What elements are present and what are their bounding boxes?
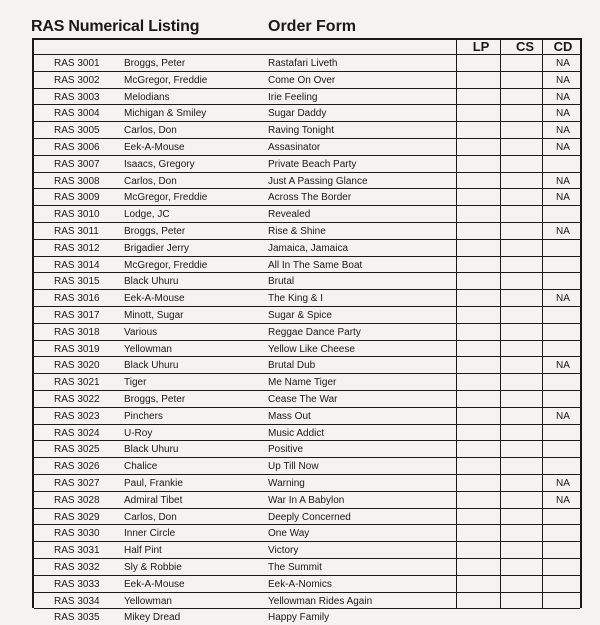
catalog-number: RAS 3023 — [54, 410, 100, 422]
table-row — [34, 575, 580, 592]
order-cell-lp[interactable] — [457, 156, 497, 172]
table-row — [34, 172, 580, 189]
order-cell-cd[interactable] — [543, 189, 583, 205]
album-title: Victory — [268, 545, 299, 557]
order-cell-cd[interactable] — [543, 609, 583, 625]
table-row — [34, 138, 580, 155]
order-cell-cs[interactable] — [501, 408, 541, 424]
order-cell-cd[interactable] — [543, 593, 583, 609]
order-cell-lp[interactable] — [457, 542, 497, 558]
order-cell-cs[interactable] — [501, 593, 541, 609]
album-title: Mass Out — [268, 410, 311, 422]
artist-name: Inner Circle — [124, 528, 176, 540]
album-title: Rise & Shine — [268, 225, 326, 237]
order-cell-cd[interactable] — [543, 441, 583, 457]
artist-name: Broggs, Peter — [124, 225, 186, 237]
order-cell-cs[interactable] — [501, 55, 541, 71]
album-title: Rastafari Liveth — [268, 58, 338, 69]
table-row — [34, 71, 580, 88]
table-row — [34, 323, 580, 340]
order-cell-cd[interactable] — [543, 458, 583, 474]
album-title: Eek-A-Nomics — [268, 578, 332, 590]
album-title: Across The Border — [268, 192, 352, 204]
catalog-number: RAS 3012 — [54, 242, 100, 254]
artist-name: McGregor, Freddie — [124, 74, 208, 86]
table-row — [34, 306, 580, 323]
order-cell-lp[interactable] — [457, 324, 497, 340]
order-cell-cd[interactable] — [543, 156, 583, 172]
table-row — [34, 424, 580, 441]
album-title: Reggae Dance Party — [268, 326, 361, 338]
cd-availability: NA — [556, 91, 570, 103]
catalog-number: RAS 3021 — [54, 377, 100, 389]
order-cell-cd[interactable] — [543, 357, 583, 373]
order-cell-cs[interactable] — [501, 257, 541, 273]
order-cell-cs[interactable] — [501, 425, 541, 441]
catalog-number: RAS 3033 — [54, 578, 100, 590]
catalog-number: RAS 3034 — [54, 595, 100, 607]
order-cell-cd[interactable] — [543, 324, 583, 340]
cd-availability: NA — [556, 74, 570, 86]
order-cell-lp[interactable] — [457, 525, 497, 541]
catalog-number: RAS 3018 — [54, 326, 100, 338]
order-cell-cs[interactable] — [501, 105, 541, 121]
catalog-number: RAS 3007 — [54, 158, 100, 170]
order-cell-cs[interactable] — [501, 223, 541, 239]
order-cell-lp[interactable] — [457, 223, 497, 239]
order-cell-lp[interactable] — [457, 559, 497, 575]
table-row — [34, 524, 580, 541]
artist-name: McGregor, Freddie — [124, 192, 208, 204]
table-row — [34, 340, 580, 357]
artist-name: Lodge, JC — [124, 209, 170, 221]
catalog-number: RAS 3032 — [54, 561, 100, 573]
order-cell-lp[interactable] — [457, 475, 497, 491]
order-cell-lp[interactable] — [457, 290, 497, 306]
order-cell-lp[interactable] — [457, 206, 497, 222]
order-cell-cs[interactable] — [501, 542, 541, 558]
catalog-number: RAS 3015 — [54, 276, 100, 288]
order-cell-lp[interactable] — [457, 593, 497, 609]
album-title: Brutal Dub — [268, 360, 316, 372]
order-cell-lp[interactable] — [457, 55, 497, 71]
order-cell-cd[interactable] — [543, 391, 583, 407]
order-cell-cd[interactable] — [543, 257, 583, 273]
order-cell-cs[interactable] — [501, 324, 541, 340]
album-title: Music Addict — [268, 427, 325, 439]
order-cell-lp[interactable] — [457, 492, 497, 508]
order-cell-cs[interactable] — [501, 273, 541, 289]
order-cell-lp[interactable] — [457, 189, 497, 205]
order-cell-cd[interactable] — [543, 223, 583, 239]
order-cell-lp[interactable] — [457, 72, 497, 88]
table-row — [34, 188, 580, 205]
table-row — [34, 88, 580, 105]
catalog-number: RAS 3028 — [54, 494, 100, 506]
order-cell-lp[interactable] — [457, 391, 497, 407]
order-cell-cs[interactable] — [501, 341, 541, 357]
catalog-number: RAS 3001 — [54, 58, 100, 69]
album-title: Come On Over — [268, 74, 336, 86]
artist-name: Black Uhuru — [124, 444, 179, 456]
order-cell-cd[interactable] — [543, 139, 583, 155]
order-cell-cd[interactable] — [543, 576, 583, 592]
column-header-cd: CD — [553, 39, 573, 54]
order-cell-cd[interactable] — [543, 122, 583, 138]
table-row — [34, 54, 580, 71]
order-cell-lp[interactable] — [457, 173, 497, 189]
order-cell-cs[interactable] — [501, 206, 541, 222]
artist-name: Chalice — [124, 461, 158, 473]
cd-availability: NA — [556, 175, 570, 187]
order-cell-cs[interactable] — [501, 391, 541, 407]
order-cell-lp[interactable] — [457, 105, 497, 121]
order-cell-cs[interactable] — [501, 89, 541, 105]
table-row — [34, 592, 580, 609]
album-title: Happy Family — [268, 612, 330, 624]
cd-availability: NA — [556, 293, 570, 305]
cd-availability: NA — [556, 494, 570, 506]
artist-name: Carlos, Don — [124, 511, 177, 523]
cd-availability: NA — [556, 477, 570, 489]
table-row — [34, 474, 580, 491]
artist-name: Yellowman — [124, 595, 172, 607]
artist-name: Eek-A-Mouse — [124, 141, 185, 153]
artist-name: Yellowman — [124, 343, 172, 355]
catalog-number: RAS 3017 — [54, 309, 100, 321]
column-header-lp: LP — [472, 39, 490, 54]
artist-name: Eek-A-Mouse — [124, 293, 185, 305]
album-title: Yellowman Rides Again — [268, 595, 373, 607]
catalog-number: RAS 3030 — [54, 528, 100, 540]
artist-name: Carlos, Don — [124, 175, 177, 187]
order-cell-cd[interactable] — [543, 559, 583, 575]
artist-name: Michigan & Smiley — [124, 108, 207, 120]
table-row — [34, 272, 580, 289]
artist-name: Black Uhuru — [124, 360, 179, 372]
artist-name: Mikey Dread — [124, 612, 181, 624]
order-cell-cs[interactable] — [501, 156, 541, 172]
order-cell-cs[interactable] — [501, 240, 541, 256]
album-title: The Summit — [268, 561, 322, 573]
cd-availability: NA — [556, 225, 570, 237]
album-title: Sugar Daddy — [268, 108, 327, 120]
catalog-number: RAS 3002 — [54, 74, 100, 86]
cd-availability: NA — [556, 410, 570, 422]
catalog-number: RAS 3016 — [54, 293, 100, 305]
album-title: The King & I — [268, 293, 324, 305]
order-cell-cs[interactable] — [501, 290, 541, 306]
order-cell-cd[interactable] — [543, 72, 583, 88]
album-title: Up Till Now — [268, 461, 319, 473]
table-row — [34, 407, 580, 424]
cd-availability: NA — [556, 108, 570, 120]
order-form-table — [32, 38, 582, 624]
order-cell-cs[interactable] — [501, 189, 541, 205]
catalog-number: RAS 3019 — [54, 343, 100, 355]
album-title: Private Beach Party — [268, 158, 357, 170]
table-row — [34, 558, 580, 575]
cd-availability: NA — [556, 192, 570, 204]
order-cell-cd[interactable] — [543, 273, 583, 289]
catalog-number: RAS 3014 — [54, 259, 100, 271]
table-row — [34, 289, 580, 306]
order-cell-cd[interactable] — [543, 492, 583, 508]
cd-availability: NA — [556, 141, 570, 153]
cd-availability: NA — [556, 125, 570, 137]
table-row — [34, 390, 580, 407]
album-title: Irie Feeling — [268, 91, 318, 103]
catalog-number: RAS 3005 — [54, 125, 100, 137]
catalog-number: RAS 3024 — [54, 427, 100, 439]
album-title: Sugar & Spice — [268, 309, 332, 321]
artist-name: Various — [124, 326, 158, 338]
album-title: Yellow Like Cheese — [268, 343, 355, 355]
artist-name: Admiral Tibet — [124, 494, 183, 506]
catalog-number: RAS 3026 — [54, 461, 100, 473]
order-cell-lp[interactable] — [457, 509, 497, 525]
table-row — [34, 491, 580, 508]
order-cell-cd[interactable] — [543, 173, 583, 189]
order-cell-cd[interactable] — [543, 425, 583, 441]
artist-name: Tiger — [124, 377, 147, 389]
catalog-number: RAS 3006 — [54, 141, 100, 153]
table-row — [34, 121, 580, 138]
order-cell-cs[interactable] — [501, 139, 541, 155]
cd-availability: NA — [556, 58, 570, 69]
order-cell-cd[interactable] — [543, 408, 583, 424]
order-cell-lp[interactable] — [457, 273, 497, 289]
order-cell-lp[interactable] — [457, 609, 497, 625]
order-cell-cd[interactable] — [543, 475, 583, 491]
table-row — [34, 104, 580, 121]
order-cell-cs[interactable] — [501, 492, 541, 508]
order-cell-lp[interactable] — [457, 576, 497, 592]
order-cell-lp[interactable] — [457, 425, 497, 441]
artist-name: Minott, Sugar — [124, 309, 184, 321]
table-row — [34, 508, 580, 525]
artist-name: Eek-A-Mouse — [124, 578, 185, 590]
catalog-number: RAS 3027 — [54, 477, 100, 489]
table-row — [34, 608, 580, 625]
order-cell-cs[interactable] — [501, 441, 541, 457]
artist-name: U-Roy — [124, 427, 153, 439]
order-cell-lp[interactable] — [457, 374, 497, 390]
album-title: All In The Same Boat — [268, 259, 363, 271]
order-cell-cs[interactable] — [501, 122, 541, 138]
album-title: War In A Babylon — [268, 494, 345, 506]
table-row — [34, 356, 580, 373]
catalog-number: RAS 3010 — [54, 209, 100, 221]
order-cell-cd[interactable] — [543, 509, 583, 525]
catalog-number: RAS 3025 — [54, 444, 100, 456]
cd-availability: NA — [556, 360, 570, 372]
artist-name: Half Pint — [124, 545, 162, 557]
order-cell-lp[interactable] — [457, 307, 497, 323]
catalog-number: RAS 3022 — [54, 393, 100, 405]
order-cell-cd[interactable] — [543, 89, 583, 105]
album-title: Jamaica, Jamaica — [268, 242, 349, 254]
table-row — [34, 440, 580, 457]
order-cell-cd[interactable] — [543, 55, 583, 71]
order-cell-lp[interactable] — [457, 441, 497, 457]
album-title: Assasinator — [268, 141, 321, 153]
order-cell-cs[interactable] — [501, 357, 541, 373]
album-title: Revealed — [268, 209, 311, 221]
table-row — [34, 155, 580, 172]
artist-name: Melodians — [124, 91, 170, 103]
order-cell-lp[interactable] — [457, 357, 497, 373]
artist-name: Pinchers — [124, 410, 163, 422]
order-cell-cs[interactable] — [501, 509, 541, 525]
album-title: Me Name Tiger — [268, 377, 337, 389]
order-cell-cs[interactable] — [501, 576, 541, 592]
table-row — [34, 457, 580, 474]
table-row — [34, 256, 580, 273]
table-row — [34, 239, 580, 256]
order-cell-cs[interactable] — [501, 559, 541, 575]
artist-name: Paul, Frankie — [124, 477, 183, 489]
order-cell-cs[interactable] — [501, 173, 541, 189]
artist-name: Broggs, Peter — [124, 58, 186, 69]
order-cell-cs[interactable] — [501, 72, 541, 88]
order-cell-cs[interactable] — [501, 458, 541, 474]
artist-name: McGregor, Freddie — [124, 259, 208, 271]
order-cell-cd[interactable] — [543, 105, 583, 121]
order-cell-cd[interactable] — [543, 525, 583, 541]
catalog-number: RAS 3011 — [54, 225, 99, 237]
order-cell-lp[interactable] — [457, 139, 497, 155]
order-cell-lp[interactable] — [457, 458, 497, 474]
order-cell-lp[interactable] — [457, 408, 497, 424]
listing-rows — [34, 54, 580, 625]
album-title: Deeply Concerned — [268, 511, 351, 523]
order-cell-cd[interactable] — [543, 240, 583, 256]
order-cell-cd[interactable] — [543, 206, 583, 222]
order-cell-lp[interactable] — [457, 89, 497, 105]
catalog-number: RAS 3003 — [54, 91, 100, 103]
order-cell-cs[interactable] — [501, 374, 541, 390]
catalog-number: RAS 3029 — [54, 511, 100, 523]
order-cell-cd[interactable] — [543, 341, 583, 357]
table-row — [34, 373, 580, 390]
order-cell-lp[interactable] — [457, 257, 497, 273]
order-form-title: Order Form — [268, 18, 357, 35]
album-title: Positive — [268, 444, 304, 456]
order-cell-lp[interactable] — [457, 341, 497, 357]
album-title: Just A Passing Glance — [268, 175, 368, 187]
catalog-number: RAS 3035 — [54, 612, 100, 624]
catalog-number: RAS 3009 — [54, 192, 100, 204]
order-cell-cs[interactable] — [501, 475, 541, 491]
order-cell-cs[interactable] — [501, 307, 541, 323]
album-title: Cease The War — [268, 393, 338, 405]
catalog-number: RAS 3020 — [54, 360, 100, 372]
order-cell-lp[interactable] — [457, 122, 497, 138]
album-title: One Way — [268, 528, 310, 540]
table-row — [34, 222, 580, 239]
table-row — [34, 205, 580, 222]
artist-name: Black Uhuru — [124, 276, 179, 288]
catalog-number: RAS 3008 — [54, 175, 100, 187]
album-title: Brutal — [268, 276, 295, 288]
catalog-number: RAS 3004 — [54, 108, 100, 120]
table-row — [34, 541, 580, 558]
artist-name: Carlos, Don — [124, 125, 177, 137]
listing-title: RAS Numerical Listing — [31, 18, 200, 35]
order-cell-lp[interactable] — [457, 240, 497, 256]
order-cell-cd[interactable] — [543, 374, 583, 390]
artist-name: Brigadier Jerry — [124, 242, 190, 254]
artist-name: Broggs, Peter — [124, 393, 186, 405]
column-header-cs: CS — [515, 39, 535, 54]
album-title: Warning — [268, 477, 305, 489]
order-cell-cs[interactable] — [501, 609, 541, 625]
order-cell-cd[interactable] — [543, 307, 583, 323]
artist-name: Isaacs, Gregory — [124, 158, 195, 170]
order-cell-cs[interactable] — [501, 525, 541, 541]
order-cell-cd[interactable] — [543, 290, 583, 306]
catalog-number: RAS 3031 — [54, 545, 100, 557]
album-title: Raving Tonight — [268, 125, 334, 137]
order-cell-cd[interactable] — [543, 542, 583, 558]
artist-name: Sly & Robbie — [124, 561, 182, 573]
